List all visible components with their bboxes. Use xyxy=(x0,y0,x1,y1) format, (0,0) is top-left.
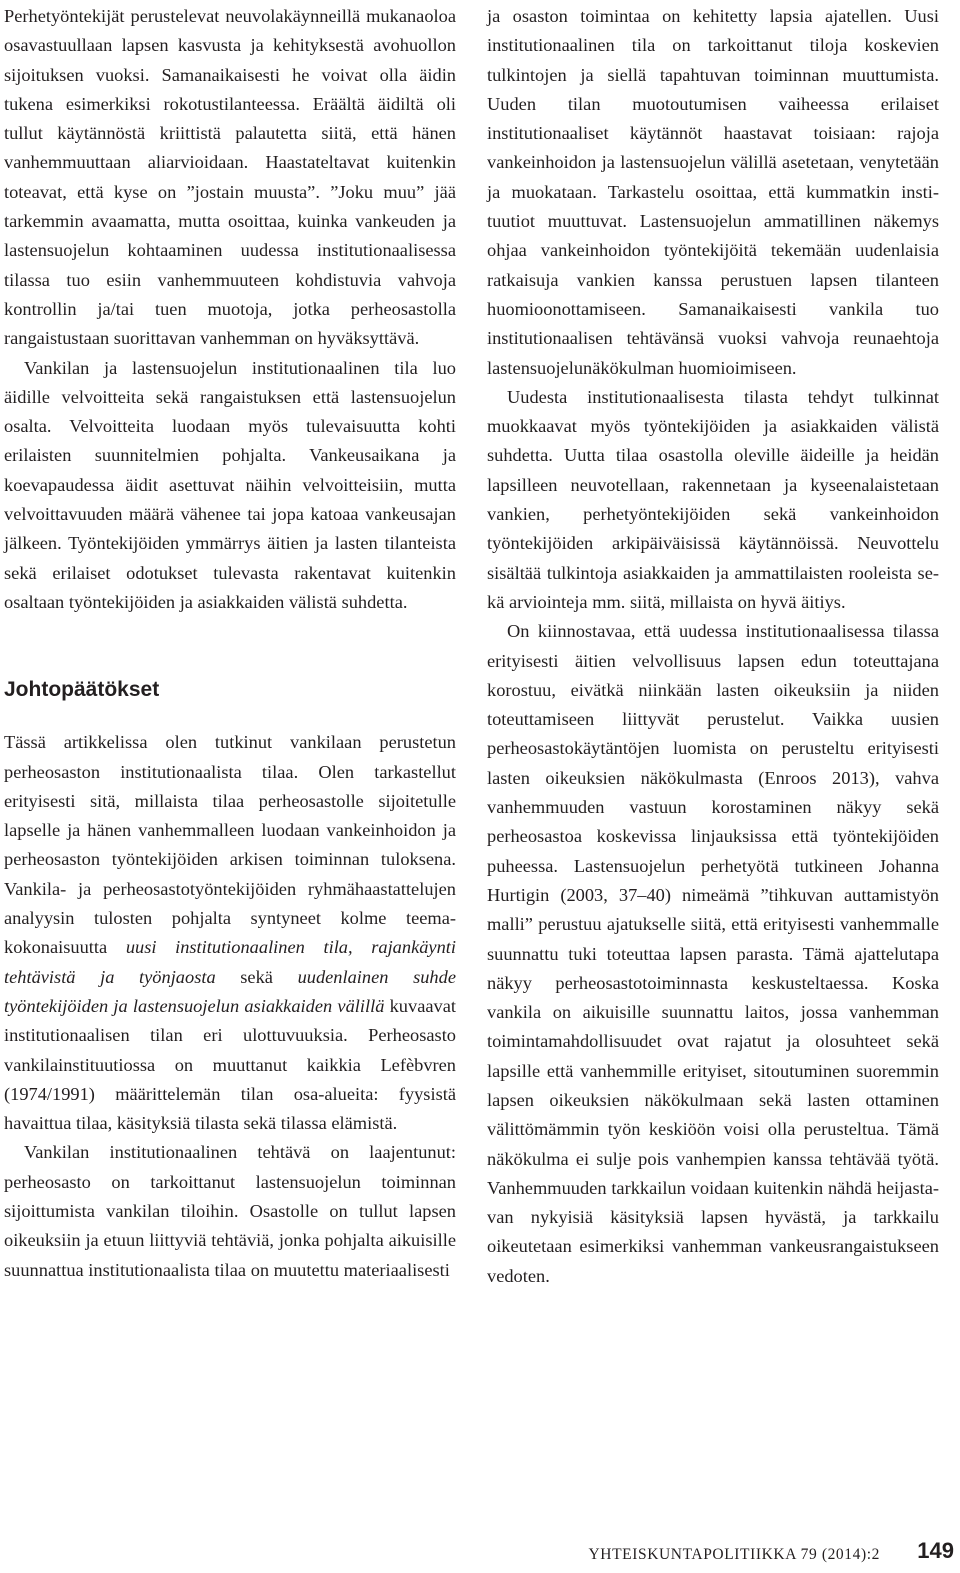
text-run: Tässä artikkelissa olen tutkinut vankilaan perustetun perheosaston institutionaalista tilaa. Olen tarkastellut erityisesti sitä, millaista tilaa perheosastolle sijoitetulle lapselle ja hänen vanhemmalleen luodaan vankeinhoidon ja perheosaston työntekijöiden arkisen toiminnan tuloksena. Vankila- ja perheosastotyöntekijöiden ryhmähaastattelujen analyysin tulosten pohjalta syntyneet kolme teemakokonaisuutta xyxy=(4,732,456,958)
page-number: 149 xyxy=(917,1538,954,1563)
text-run: kuvaavat institutionaalisen tilan eri ulottuvuuksia. Perheosasto vankilainstituutiossa on muuttanut kaikkia Lefèbvren (1974/1991) määrittelemän tilan osa-alueita: fyysistä havaittua tilaa, käsityksiä tilasta sekä tilassa elämistä. xyxy=(4,995,456,1134)
paragraph: On kiinnostavaa, että uudessa institutionaalisessa tilassa erityisesti äitien velvollisuus lapsen edun toteuttajana korostuu, eivätkä niinkään lasten oikeuksiin ja niiden toteuttamiseen liittyvät perustelut. Vaikka uusien perheosastokäytäntöjen luomista on perusteltu erityisesti lasten oikeuksien näkökulmasta (Enroos 2013), vahva vanhemmuuden vastuun korostaminen näkyy sekä perheosastoa koskevissa linjauksissa että työntekijöiden puheessa. Lastensuojelun perhetyötä tutkineen Johanna Hurtigin (2003, 37–40) nimeämä ”tihkuvan auttamistyön malli” perustuu ajatukselle siitä, että erityisesti vanhemmalle suunnattu tuki toteuttaa lapsen parasta. Tämä ajattelutapa näkyy perheosastotoiminnasta keskusteltaessa. Koska vankila on aikuisille suunnattu laitos, jossa vanhemman toimintamahdollisuudet ovat rajatut ja olosuhteet sekä lapsille että vanhemmille erityiset, sitoutuminen suoremmin lapsen oikeuksien näkökulmaan sekä lasten ottaminen välittömämmin työn keskiöön voisi olla perusteltua. Tämä näkökulma ei sulje pois vanhempien kanssa tehtävää työtä. Vanhemmuuden tarkkailun voidaan kuitenkin nähdä heijastavan nykyisiä käsityksiä lapsen hyvästä, ja tarkkailu oikeutetaan esimerkiksi vanhemman vankeusrangaistukseen vedoten. xyxy=(487,621,939,1286)
italic-term: uudenlainen suhde työntekijöiden ja lastensuojelun asiakkaiden välillä xyxy=(4,966,456,1016)
paragraph: Uudesta institutionaalisesta tilasta tehdyt tulkinnat muokkaavat myös työntekijöiden ja asiakkaiden välistä suhdetta. Uutta tilaa osastolla oleville äideille ja heidän lapsilleen neuvotellaan, rakennetaan ja kyseenalaistetaan vankien, perhetyöntekijöiden sekä vankeinhoidon työntekijöiden arkipäiväisissä käytännöissä. Neuvottelu sisältää tulkintoja asiakkaiden ja ammattilaisten rooleista sekä arviointeja mm. siitä, millaista on hyvä äitiys. xyxy=(487,386,939,612)
paragraph: ja osaston toimintaa on kehitetty lapsia ajatellen. Uusi institutionaalinen tila on tarkoittanut tiloja koskevien tulkintojen ja siellä tapahtuvan toiminnan muuttumista. Uuden tilan muotoutumisen vaiheessa erilaiset institutionaaliset käytännöt haastavat toisiaan: rajoja vankeinhoidon ja lastensuojelun välillä asetetaan, venytetään ja muokataan. Tarkastelu osoittaa, että kummatkin instituutiot muuttuvat. Lastensuojelun ammatillinen näkemys ohjaa vankeinhoidon työntekijöitä tekemään uudenlaisia ratkaisuja vankien kanssa perustuen lapsen tilanteen huomioonottamiseen. Samanaikaisesti vankila tuo institutionaalisen tehtävänsä vuoksi vahvoja reunaehtoja lastensuojelunäkökulman huomioimiseen. xyxy=(487,6,939,378)
paragraph xyxy=(4,728,456,1138)
italic-term: uusi institutionaalinen tila, rajankäynti tehtävistä ja työnjaosta xyxy=(4,937,456,987)
right-column xyxy=(487,2,939,1291)
page-footer xyxy=(0,1538,960,1568)
text-run: sekä xyxy=(215,966,298,987)
journal-reference: YHTEISKUNTAPOLITIIKKA 79 (2014):2 xyxy=(588,1546,880,1563)
paragraph: Perhetyöntekijät perustelevat neuvolakäynneillä mukanaoloa osavastuullaan lapsen kasvusta ja kehityksestä avohuollon sijoituksen vuoksi. Samanaikaisesti he voivat olla äidin tukena esimerkiksi rokotustilanteessa. Eräältä äidiltä oli tullut käytännöstä kriittistä palautetta siitä, että hänen vanhemmuuttaan aliarvioidaan. Haastateltavat kuitenkin toteavat, että kyse on ”jostain muusta”. ”Joku muu” jää tarkemmin avaamatta, mutta osoittaa, kuinka vankeuden ja lastensuojelun kohtaaminen uudessa institutionaalisessa tilassa tuo esiin vanhemmuuteen kohdistuvia vahvoja kontrollin ja/tai tuen muotoja, jotka perheosastolla rangaistustaan suorittavan vanhemman on hyväksyttävä. xyxy=(4,6,456,349)
left-column xyxy=(4,2,456,1285)
paragraph: Vankilan ja lastensuojelun institutionaalinen tila luo äidille velvoitteita sekä rangaistuksen että lastensuojelun osalta. Velvoitteita luodaan myös tulevaisuutta kohti erilaisten suunnitelmien pohjalta. Vankeusaikana ja koevapaudessa äidit asettuvat näihin velvoitteisiin, mutta velvoittavuuden määrä vähenee tai jopa katoaa vankeusajan jälkeen. Työntekijöiden ymmärrys äitien ja lasten tilanteista sekä erilaiset odotukset tulevasta rakentavat kuitenkin osaltaan työntekijöiden ja asiakkaiden välistä suhdetta. xyxy=(4,357,456,612)
section-heading: Johtopäätökset xyxy=(4,678,160,702)
paragraph: Vankilan institutionaalinen tehtävä on laajentunut: perheosasto on tarkoittanut lastensuojelun toiminnan sijoittumista vankilan tiloihin. Osastolle on tullut lapsen oikeuksiin ja etuun liittyviä tehtäviä, jonka pohjalta aikuisille suunnattua institutionaalista tilaa on muutettu materiaalisesti xyxy=(4,1142,456,1280)
